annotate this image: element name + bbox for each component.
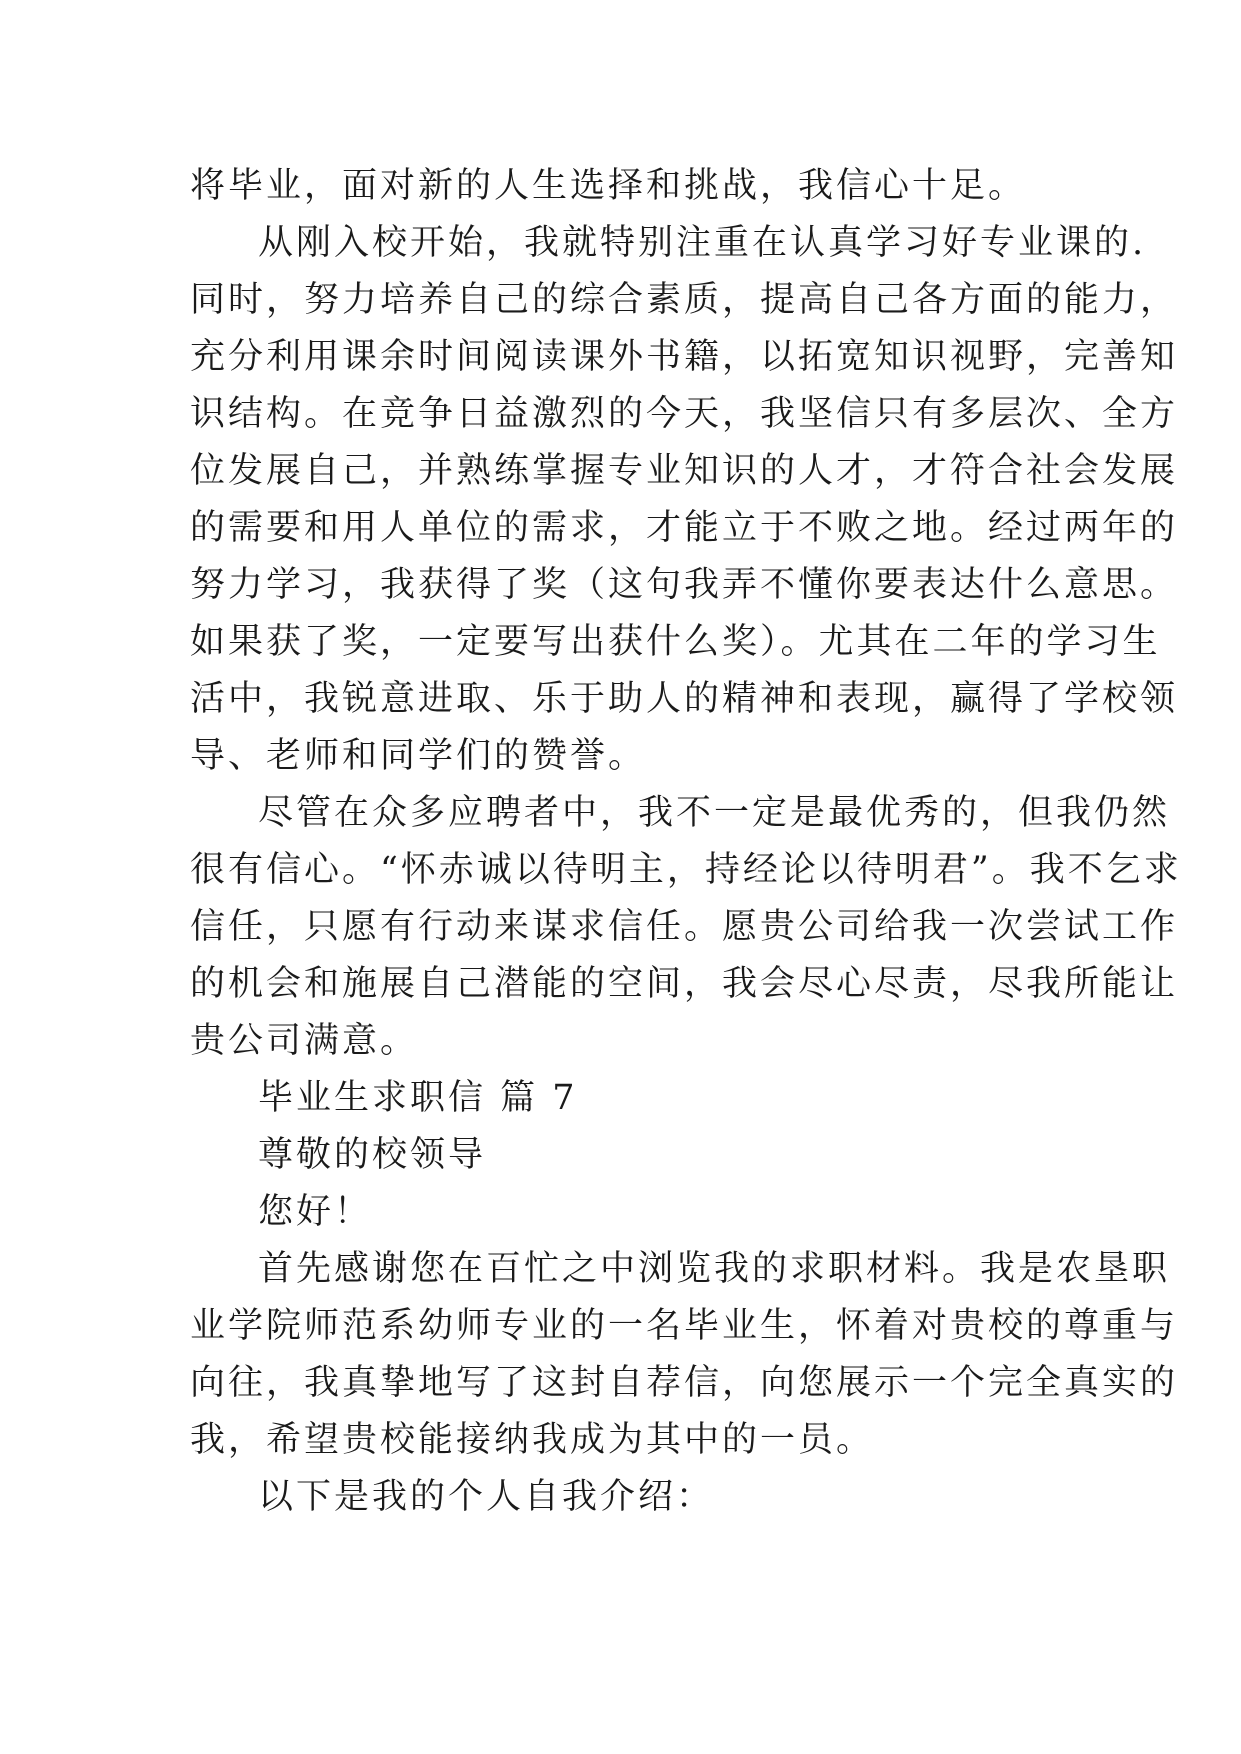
text-line: 将毕业，面对新的人生选择和挑战，我信心十足。 [190,166,1027,206]
text-line: 向往，我真挚地写了这封自荐信，向您展示一个完全真实的 [190,1363,1179,1403]
text-line: 尽管在众多应聘者中，我不一定是最优秀的，但我仍然 [258,793,1171,833]
text-line: 导、老师和同学们的赞誉。 [190,736,647,776]
text-line: 活中，我锐意进取、乐于助人的精神和表现，赢得了学校领 [190,679,1179,719]
text-line: 充分利用课余时间阅读课外书籍，以拓宽知识视野，完善知 [190,337,1179,377]
salutation: 尊敬的校领导 [258,1135,487,1175]
document-body [190,158,1182,1526]
text-line: 的机会和施展自己潜能的空间，我会尽心尽责，尽我所能让 [190,964,1179,1004]
text-line: 努力学习，我获得了奖（这句我弄不懂你要表达什么意思。 [190,565,1179,605]
text-line: 我，希望贵校能接纳我成为其中的一员。 [190,1420,875,1460]
section-heading: 毕业生求职信 篇 7 [258,1078,578,1118]
text-line: 如果获了奖，一定要写出获什么奖）。尤其在二年的学习生 [190,622,1161,662]
text-line: 业学院师范系幼师专业的一名毕业生，怀着对贵校的尊重与 [190,1306,1179,1346]
text-line: 首先感谢您在百忙之中浏览我的求职材料。我是农垦职 [258,1249,1171,1289]
text-line: 从刚入校开始，我就特别注重在认真学习好专业课的. [258,223,1147,263]
text-line: 信任，只愿有行动来谋求信任。愿贵公司给我一次尝试工作 [190,907,1179,947]
text-line: 很有信心。“怀赤诚以待明主，持经论以待明君”。我不乞求 [190,850,1182,890]
text-line: 的需要和用人单位的需求，才能立于不败之地。经过两年的 [190,508,1179,548]
text-line: 同时，努力培养自己的综合素质，提高自己各方面的能力， [190,280,1179,320]
text-line: 位发展自己，并熟练掌握专业知识的人才，才符合社会发展 [190,451,1179,491]
text-line: 贵公司满意。 [190,1021,419,1061]
text-line: 识结构。在竞争日益激烈的今天，我坚信只有多层次、全方 [190,394,1179,434]
greeting: 您好！ [258,1192,373,1232]
text-line: 以下是我的个人自我介绍： [258,1477,715,1517]
